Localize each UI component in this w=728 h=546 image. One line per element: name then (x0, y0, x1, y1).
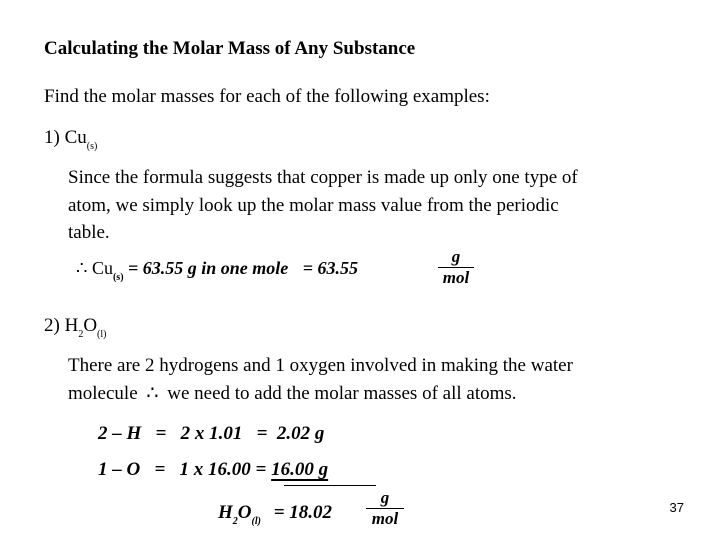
total-formula-o: O (237, 502, 252, 523)
hydrogen-calculation: 2 – H = 2 x 1.01 = 2.02 g (98, 423, 325, 444)
slide-title: Calculating the Molar Mass of Any Substance (44, 38, 416, 59)
oxygen-calculation (98, 459, 328, 481)
unit-numerator: g (451, 247, 461, 266)
oxygen-mass: 16.00 g (271, 459, 329, 480)
example2-number: 2) (44, 315, 60, 336)
example1-explanation-line3: table. (68, 222, 110, 243)
total-state: (l) (251, 516, 261, 527)
example1-eq-formula: Cu (91, 258, 113, 278)
total-formula-sub: 2 (232, 516, 238, 527)
example1-heading (44, 127, 98, 152)
example2-explanation-line1: There are 2 hydrogens and 1 oxygen involved in making the water (68, 355, 573, 376)
example1-state: (s) (86, 141, 98, 152)
example2-explanation-molecule: molecule (68, 383, 138, 404)
total-molar-mass (218, 502, 333, 527)
unit-denominator: mol (371, 509, 399, 528)
example2-heading (44, 315, 107, 340)
example1-explanation-line1: Since the formula suggests that copper is made up only one type of (68, 167, 578, 188)
example1-equation (76, 258, 359, 283)
example1-number: 1) (44, 127, 60, 148)
sum-line (284, 485, 376, 486)
unit-denominator: mol (442, 268, 470, 287)
example2-formula-h: H (64, 315, 79, 336)
example2-state: (l) (97, 329, 107, 340)
unit-numerator: g (380, 488, 390, 507)
example1-eq-text: = 63.55 g in one mole (128, 258, 289, 278)
example1-eq-state: (s) (112, 272, 124, 283)
example2-formula-o: O (83, 315, 98, 336)
page-number: 37 (669, 500, 684, 515)
example1-unit-fraction (438, 248, 474, 287)
example1-eq-result: = 63.55 (302, 258, 359, 278)
intro-text: Find the molar masses for each of the following examples: (44, 86, 490, 107)
therefore-symbol: ∴ (76, 258, 88, 278)
example1-explanation-line2: atom, we simply look up the molar mass value from the periodic (68, 195, 559, 216)
oxygen-calculation-lhs: 1 – O = 1 x 16.00 = (98, 459, 272, 480)
example2-formula-sub: 2 (78, 329, 84, 340)
example1-formula: Cu (64, 127, 87, 148)
example2-unit-fraction (366, 489, 404, 528)
example2-explanation-line2 (68, 382, 517, 405)
total-formula-h: H (218, 502, 233, 523)
therefore-symbol: ∴ (146, 383, 159, 404)
total-value: = 18.02 (273, 502, 333, 523)
example2-explanation-rest: we need to add the molar masses of all atoms. (167, 383, 517, 404)
